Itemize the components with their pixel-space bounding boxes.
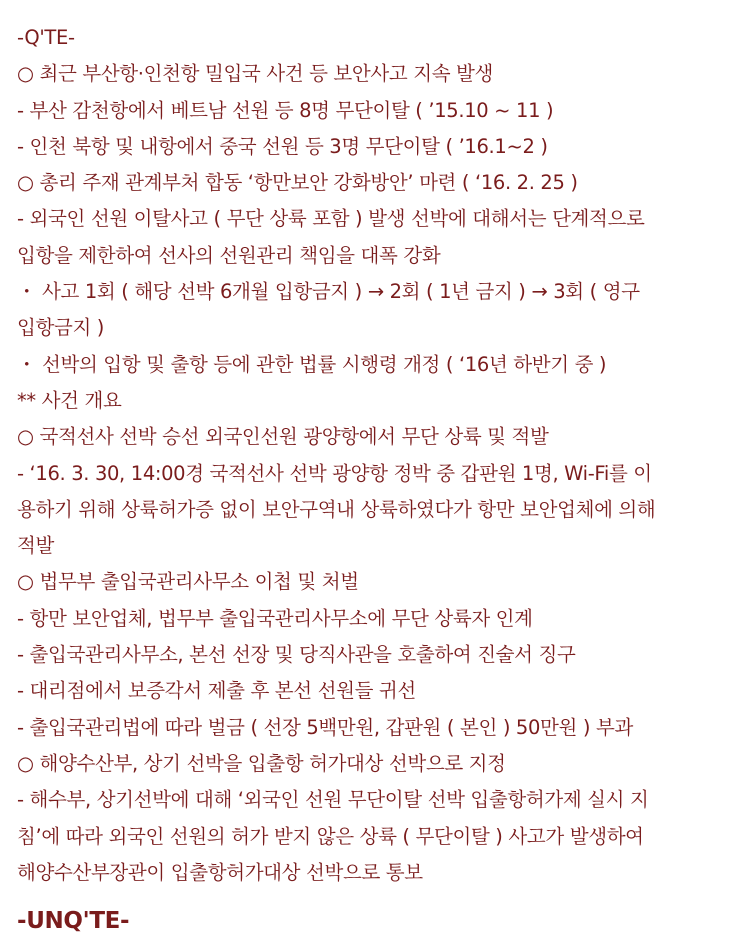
- bullet-recent-incidents: ○ 최근 부산항·인천항 밀입국 사건 등 보안사고 지속 발생: [17, 62, 494, 86]
- item-incheon-port: - 인천 북항 및 내항에서 중국 선원 등 3명 무단이탈 ( ’16.1~2 ): [17, 134, 548, 158]
- item-fines: - 출입국관리법에 따라 벌금 ( 선장 5백만원, 갑판원 ( 본인 ) 50만원 ) 부과: [17, 715, 633, 739]
- bullet-gwangyang-case: ○ 국적선사 선박 승선 외국인선원 광양항에서 무단 상륙 및 적발: [17, 425, 549, 449]
- item-case-details-end: 적발: [17, 534, 54, 558]
- quoted-document: [17, 20, 732, 941]
- item-handover: - 항만 보안업체, 법무부 출입국관리사무소에 무단 상륙자 인계: [17, 606, 533, 630]
- sub-item-penalty-steps: ・ 사고 1회 ( 해당 선박 6개월 입항금지 ) → 2회 ( 1년 금지 ) → 3회 ( 영구: [17, 280, 640, 304]
- item-case-details-cont: 용하기 위해 상륙허가증 없이 보안구역내 상륙하였다가 항만 보안업체에 의해: [17, 497, 656, 521]
- sub-item-decree-revision: ・ 선박의 입항 및 출항 등에 관한 법률 시행령 개정 ( ‘16년 하반기 중 ): [17, 352, 607, 376]
- item-guarantee: - 대리점에서 보증각서 제출 후 본선 선원들 귀선: [17, 679, 416, 703]
- bullet-joint-measures: ○ 총리 주재 관계부처 합동 ‘항만보안 강화방안’ 마련 ( ‘16. 2. 25 ): [17, 171, 578, 195]
- item-case-details: - ‘16. 3. 30, 14:00경 국적선사 선박 광양항 정박 중 갑판원 1명, Wi-Fi를 이: [17, 461, 652, 485]
- section-incident-overview: ** 사건 개요: [17, 388, 122, 412]
- quote-close-marker: -UNQ'TE-: [17, 908, 130, 935]
- item-phased-restriction: - 외국인 선원 이탈사고 ( 무단 상륙 포함 ) 발생 선박에 대해서는 단계적으로: [17, 207, 645, 231]
- quote-open-marker: -Q'TE-: [17, 26, 75, 49]
- item-busan-gamcheon: - 부산 감천항에서 베트남 선원 등 8명 무단이탈 ( ’15.10 ~ 11 ): [17, 98, 554, 122]
- item-mof-notice-end: 해양수산부장관이 입출항허가대상 선박으로 통보: [17, 860, 423, 884]
- sub-item-penalty-steps-cont: 입항금지 ): [17, 316, 105, 340]
- item-statement: - 출입국관리사무소, 본선 선장 및 당직사관을 호출하여 진술서 징구: [17, 643, 576, 667]
- bullet-mof-designation: ○ 해양수산부, 상기 선박을 입출항 허가대상 선박으로 지정: [17, 751, 506, 775]
- bullet-immigration-transfer: ○ 법무부 출입국관리사무소 이첩 및 처벌: [17, 570, 359, 594]
- item-mof-notice-cont: 침’에 따라 외국인 선원의 허가 받지 않은 상륙 ( 무단이탈 ) 사고가 발생하여: [17, 824, 644, 848]
- item-phased-restriction-cont: 입항을 제한하여 선사의 선원관리 책임을 대폭 강화: [17, 243, 441, 267]
- item-mof-notice: - 해수부, 상기선박에 대해 ‘외국인 선원 무단이탈 선박 입출항허가제 실시 지: [17, 788, 649, 812]
